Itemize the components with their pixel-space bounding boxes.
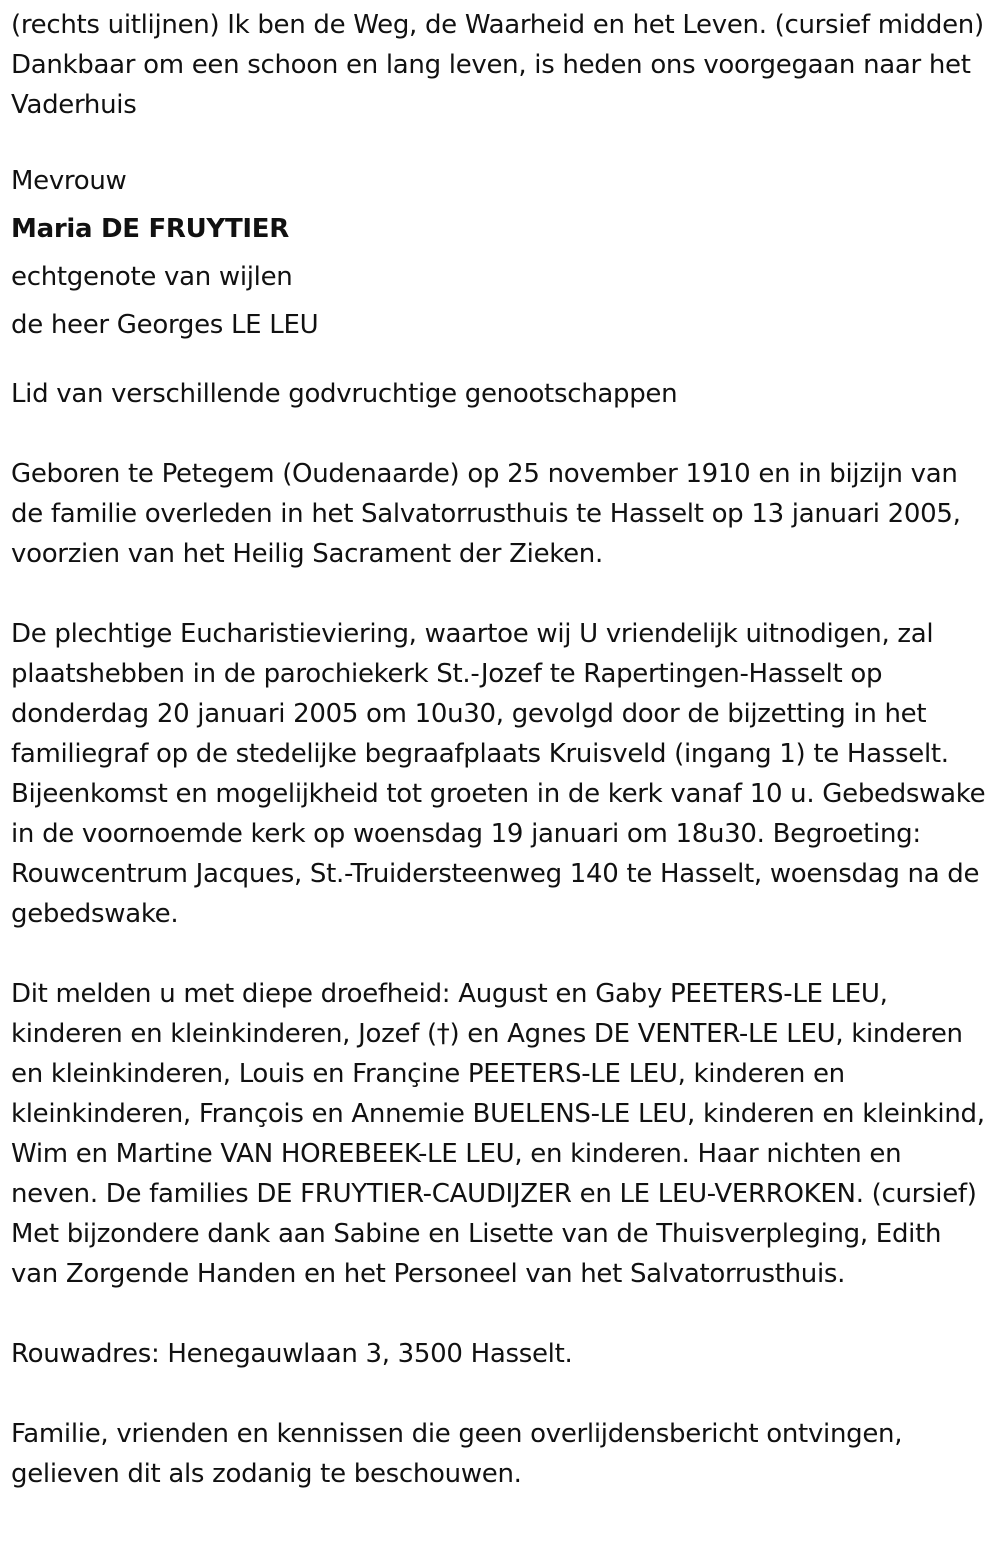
ceremony-paragraph: De plechtige Eucharistieviering, waartoe wij U vriendelijk uitnodigen, zal plaatshebben in de parochiekerk St.-Jozef te Rapertingen-Hasselt op donderdag 20 januari 2005 om 10u30, gevolgd door de bijzetting in het familiegraf op de stedelijke begraafplaats Kruisveld (ingang 1) te Hasselt. Bijeenkomst en mogelijkheid tot groeten in de kerk vanaf 10 u. Gebedswake in de voornoemde kerk op woensdag 19 januari om 18u30. Begroeting: Rouwcentrum Jacques, St.-Truidersteenweg 140 te Hasselt, woensdag na de gebedswake. [11,619,986,929]
deceased-block [11,157,989,349]
intro-paragraph: (rechts uitlijnen) Ik ben de Weg, de Waarheid en het Leven. (cursief midden) Dankbaar om een schoon en lang leven, is heden ons voorgegaan naar het Vaderhuis [11,10,984,120]
salutation: Mevrouw [11,166,127,196]
membership-paragraph: Lid van verschillende godvruchtige genootschappen [11,379,678,409]
spouse-line-1: echtgenote van wijlen [11,262,293,292]
deceased-name: Maria DE FRUYTIER [11,214,289,244]
address-paragraph: Rouwadres: Henegauwlaan 3, 3500 Hasselt. [11,1339,573,1369]
birth-death-paragraph: Geboren te Petegem (Oudenaarde) op 25 november 1910 en in bijzijn van de familie overleden in het Salvatorrusthuis te Hasselt op 13 januari 2005, voorzien van het Heilig Sacrament der Zieken. [11,459,961,569]
spouse-line-2: de heer Georges LE LEU [11,310,319,340]
closing-paragraph: Familie, vrienden en kennissen die geen overlijdensbericht ontvingen, gelieven dit als zodanig te beschouwen. [11,1419,903,1489]
family-paragraph: Dit melden u met diepe droefheid: August en Gaby PEETERS-LE LEU, kinderen en kleinkinderen, Jozef (†) en Agnes DE VENTER-LE LEU, kinderen en kleinkinderen, Louis en Françine PEETERS-LE LEU, kinderen en kleinkinderen, François en Annemie BUELENS-LE LEU, kinderen en kleinkind, Wim en Martine VAN HOREBEEK-LE LEU, en kinderen. Haar nichten en neven. De families DE FRUYTIER-CAUDIJZER en LE LEU-VERROKEN. (cursief) Met bijzondere dank aan Sabine en Lisette van de Thuisverpleging, Edith van Zorgende Handen en het Personeel van het Salvatorrusthuis. [11,979,985,1289]
